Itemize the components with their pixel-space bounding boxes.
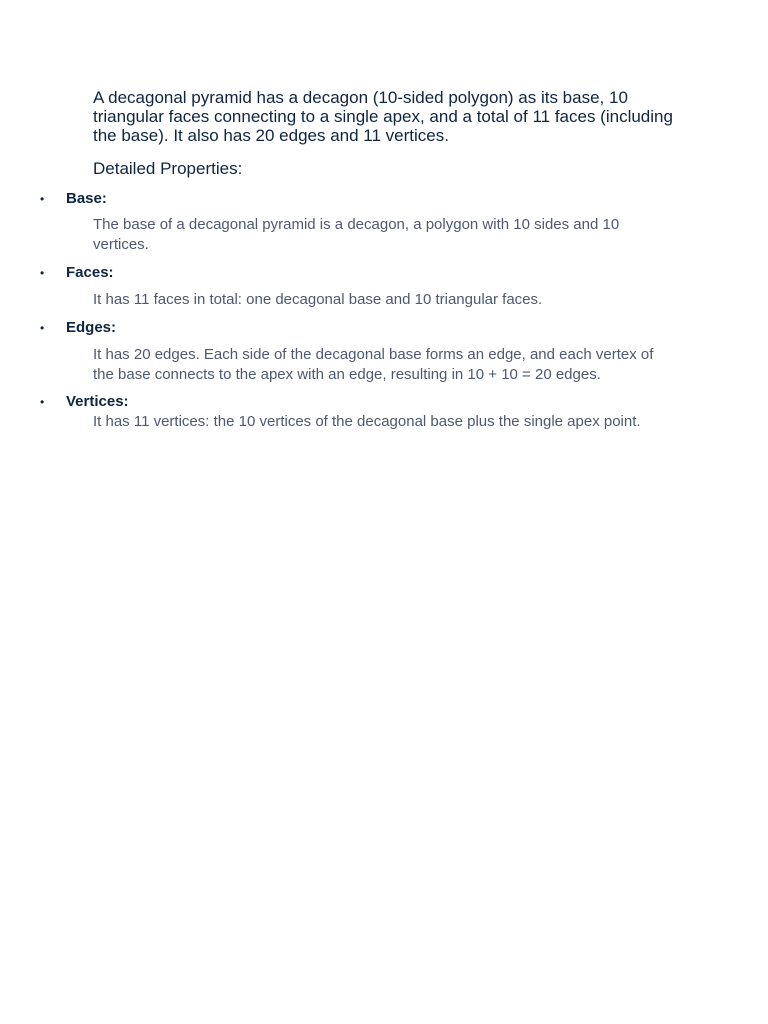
bullet-icon: •	[40, 266, 45, 280]
property-term: Faces:	[66, 264, 114, 281]
property-term: Vertices:	[66, 393, 129, 410]
property-term: Edges:	[66, 319, 117, 336]
property-description: It has 20 edges. Each side of the decagonal base forms an edge, and each vertex of the base connects to the apex with an edge, resulting in 10 + 10 = 20 edges.	[93, 346, 654, 383]
property-term: Base:	[66, 190, 107, 207]
property-description: The base of a decagonal pyramid is a decagon, a polygon with 10 sides and 10 vertices.	[93, 216, 620, 253]
intro-paragraph: A decagonal pyramid has a decagon (10-sided polygon) as its base, 10 triangular faces connecting to a single apex, and a total of 11 faces (including the base). It also has 20 edges and 11 vertices.	[93, 88, 673, 145]
property-description: It has 11 faces in total: one decagonal base and 10 triangular faces.	[93, 291, 543, 308]
section-heading: Detailed Properties:	[93, 159, 243, 178]
bullet-icon: •	[40, 321, 45, 335]
bullet-icon: •	[40, 395, 45, 409]
property-description: It has 11 vertices: the 10 vertices of the decagonal base plus the single apex point.	[93, 413, 641, 430]
bullet-icon: •	[40, 192, 45, 206]
